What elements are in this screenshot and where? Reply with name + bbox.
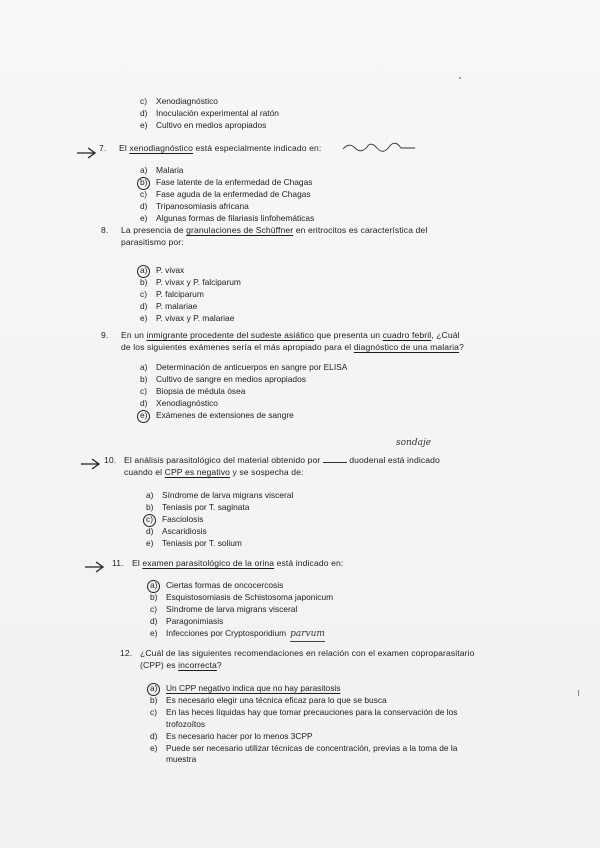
option-7d: d) Tripanosomiasis africana <box>140 200 249 211</box>
handwritten-arrow-icon <box>76 146 98 160</box>
option-9d: d) Xenodiagnóstico <box>140 397 218 408</box>
scan-speck <box>459 77 461 79</box>
option-11d: d) Paragonimiasis <box>150 615 224 626</box>
option-8c: c) P. falciparum <box>140 288 204 299</box>
question-11-options <box>150 580 333 642</box>
handwritten-note: parvum <box>290 629 325 642</box>
handwritten-scribble <box>341 139 417 155</box>
option-11a: a) Ciertas formas de oncocercosis <box>150 580 333 592</box>
option-12d: d) Es necesario hacer por lo menos 3CPP <box>150 730 313 741</box>
option-10a: a) Síndrome de larva migrans visceral <box>146 490 294 500</box>
option-6d: d) Inoculación experimental al ratón <box>140 107 279 118</box>
question-10-options <box>146 490 293 550</box>
option-10c: c) Fasciolosis <box>146 514 293 526</box>
option-6e: e) Cultivo en medios apropiados <box>140 119 267 130</box>
option-12e: e) Puede ser necesario utilizar técnicas de concentración, previas a la toma de la <box>150 742 458 753</box>
option-12a: a) Un CPP negativo indica que no hay parasitosis <box>150 683 545 695</box>
option-9b: b) Cultivo de sangre en medios apropiados <box>140 373 306 384</box>
option-7a: a) Malaria <box>140 165 184 175</box>
option-7b: b) Fase latente de la enfermedad de Chagas <box>140 177 314 189</box>
option-8a: a) P. vivax <box>140 265 241 277</box>
question-12-options <box>150 683 545 766</box>
question-10-stem: 10. El análisis parasitológico del material obtenido por duodenal está indicado cuando el CPP es negativo y se sospecha de: <box>104 455 440 477</box>
option-12b: b) Es necesario elegir una técnica eficaz para lo que se busca <box>150 694 387 705</box>
option-9c: c) Biopsia de médula ósea <box>140 385 246 396</box>
option-11e: e) Infecciones por Cryptosporidium parvum <box>150 628 333 642</box>
option-11c: c) Síndrome de larva migrans visceral <box>150 603 298 614</box>
question-8-stem: 8. La presencia de granulaciones de Schüffner en eritrocitos es característica del parasitismo por: <box>101 225 428 247</box>
option-9a: a) Determinación de anticuerpos en sangre por ELISA <box>140 362 348 372</box>
option-10e: e) Teniasis por T. solium <box>146 537 242 548</box>
question-6-options <box>140 96 279 132</box>
question-11-stem: 11. El examen parasitológico de la orina está indicado en: <box>112 558 344 568</box>
option-7c: c) Fase aguda de la enfermedad de Chagas <box>140 188 311 199</box>
question-9-stem: 9. En un inmigrante procedente del sudeste asiático que presenta un cuadro febril, ¿Cuál de los siguientes exámenes sería el más apropiado para el diagnóstico de una malaria? <box>101 330 464 352</box>
option-12c: c) En las heces líquidas hay que tomar precauciones para la conservación de los <box>150 706 458 717</box>
question-7-stem: 7. El xenodiagnóstico está especialmente indicado en: <box>99 143 322 153</box>
option-7e: e) Algunas formas de filariasis linfohemáticas <box>140 212 315 223</box>
question-7-options <box>140 165 314 225</box>
question-12-stem: 12. ¿Cuál de las siguientes recomendaciones en relación con el examen coproparasitario (CPP) es incorrecta? <box>120 648 475 670</box>
answer-circle-icon <box>137 410 150 423</box>
option-10d: d) Ascaridiosis <box>146 525 207 536</box>
option-6c: c) Xenodiagnóstico <box>140 96 218 106</box>
option-11b: b) Esquistosomiasis de Schistosoma japonicum <box>150 591 334 602</box>
option-9e: e) Exámenes de extensiones de sangre <box>140 410 347 422</box>
question-9-options <box>140 362 347 422</box>
option-8b: b) P. vivax y P. falciparum <box>140 276 241 287</box>
option-8e: e) P. vivax y P. malariae <box>140 312 235 323</box>
handwritten-note: sondaje <box>396 438 432 448</box>
option-8d: d) P. malariae <box>140 300 198 311</box>
scan-speck <box>578 690 579 696</box>
option-12e-cont: muestra <box>166 754 197 765</box>
option-12c-cont: trofozoítos <box>166 718 206 729</box>
handwritten-arrow-icon <box>80 457 102 471</box>
handwritten-arrow-icon <box>84 560 106 574</box>
question-8-options <box>140 265 241 325</box>
option-10b: b) Teniasis por T. saginata <box>146 501 250 512</box>
